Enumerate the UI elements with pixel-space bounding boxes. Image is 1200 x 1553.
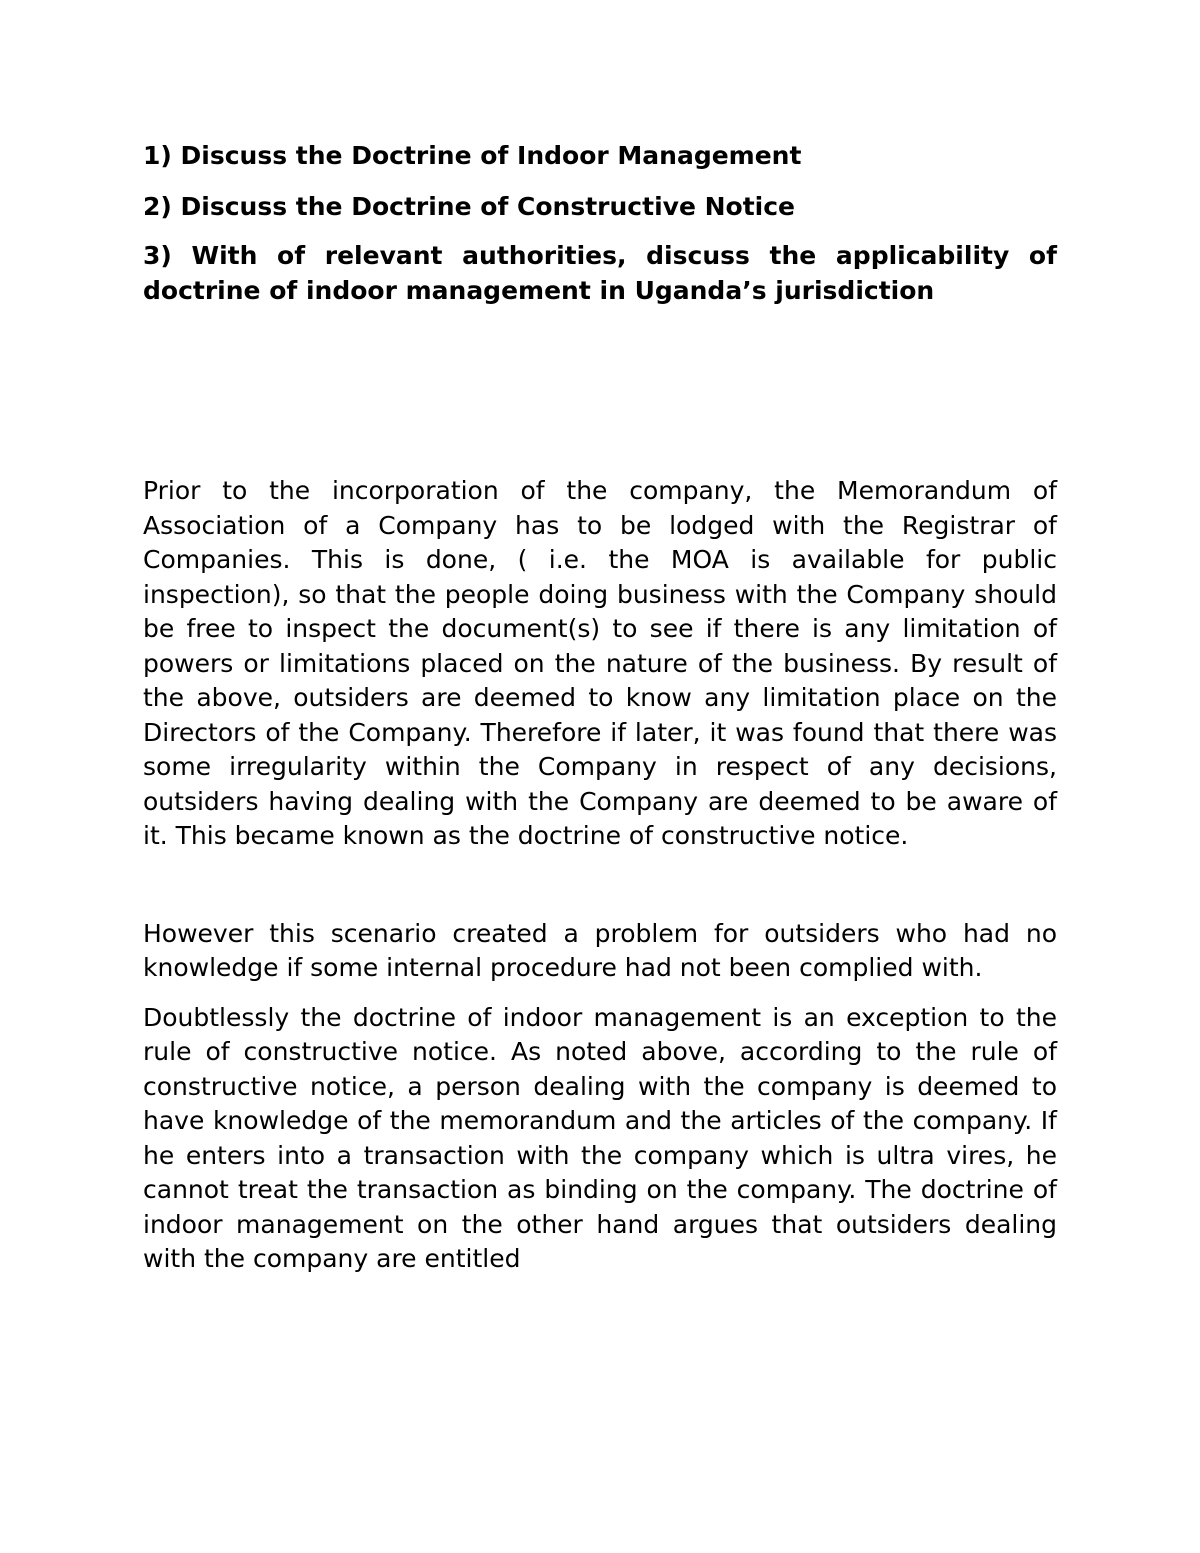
question-1: 1) Discuss the Doctrine of Indoor Management: [143, 141, 802, 170]
document-body: [143, 139, 1057, 1277]
question-3: 3) With of relevant authorities, discuss the applicability of doctrine of indoor management in Uganda’s jurisdiction: [143, 241, 1057, 305]
paragraph-indoor-management: Doubtlessly the doctrine of indoor management is an exception to the rule of constructive notice. As noted above, according to the rule of constructive notice, a person dealing with the company is deemed to have knowledge of the memorandum and the articles of the company. If he enters into a transaction with the company which is ultra vires, he cannot treat the transaction as binding on the company. The doctrine of indoor management on the other hand argues that outsiders dealing with the company are entitled: [143, 1002, 1057, 1273]
question-2: 2) Discuss the Doctrine of Constructive Notice: [143, 191, 795, 221]
paragraph-problem: However this scenario created a problem for outsiders who had no knowledge if some internal procedure had not been complied with.: [143, 918, 1057, 982]
paragraph-constructive-notice: Prior to the incorporation of the company, the Memorandum of Association of a Company has to be lodged with the Registrar of Companies. This is done, ( i.e. the MOA is available for public inspection), so that the people doing business with the Company should be free to inspect the document(s) to see if there is any limitation of powers or limitations placed on the nature of the business. By result of the above, outsiders are deemed to know any limitation place on the Directors of the Company. Therefore if later, it was found that there was some irregularity within the Company in respect of any decisions, outsiders having dealing with the Company are deemed to be aware of it. This became known as the doctrine of constructive notice.: [143, 476, 1057, 850]
